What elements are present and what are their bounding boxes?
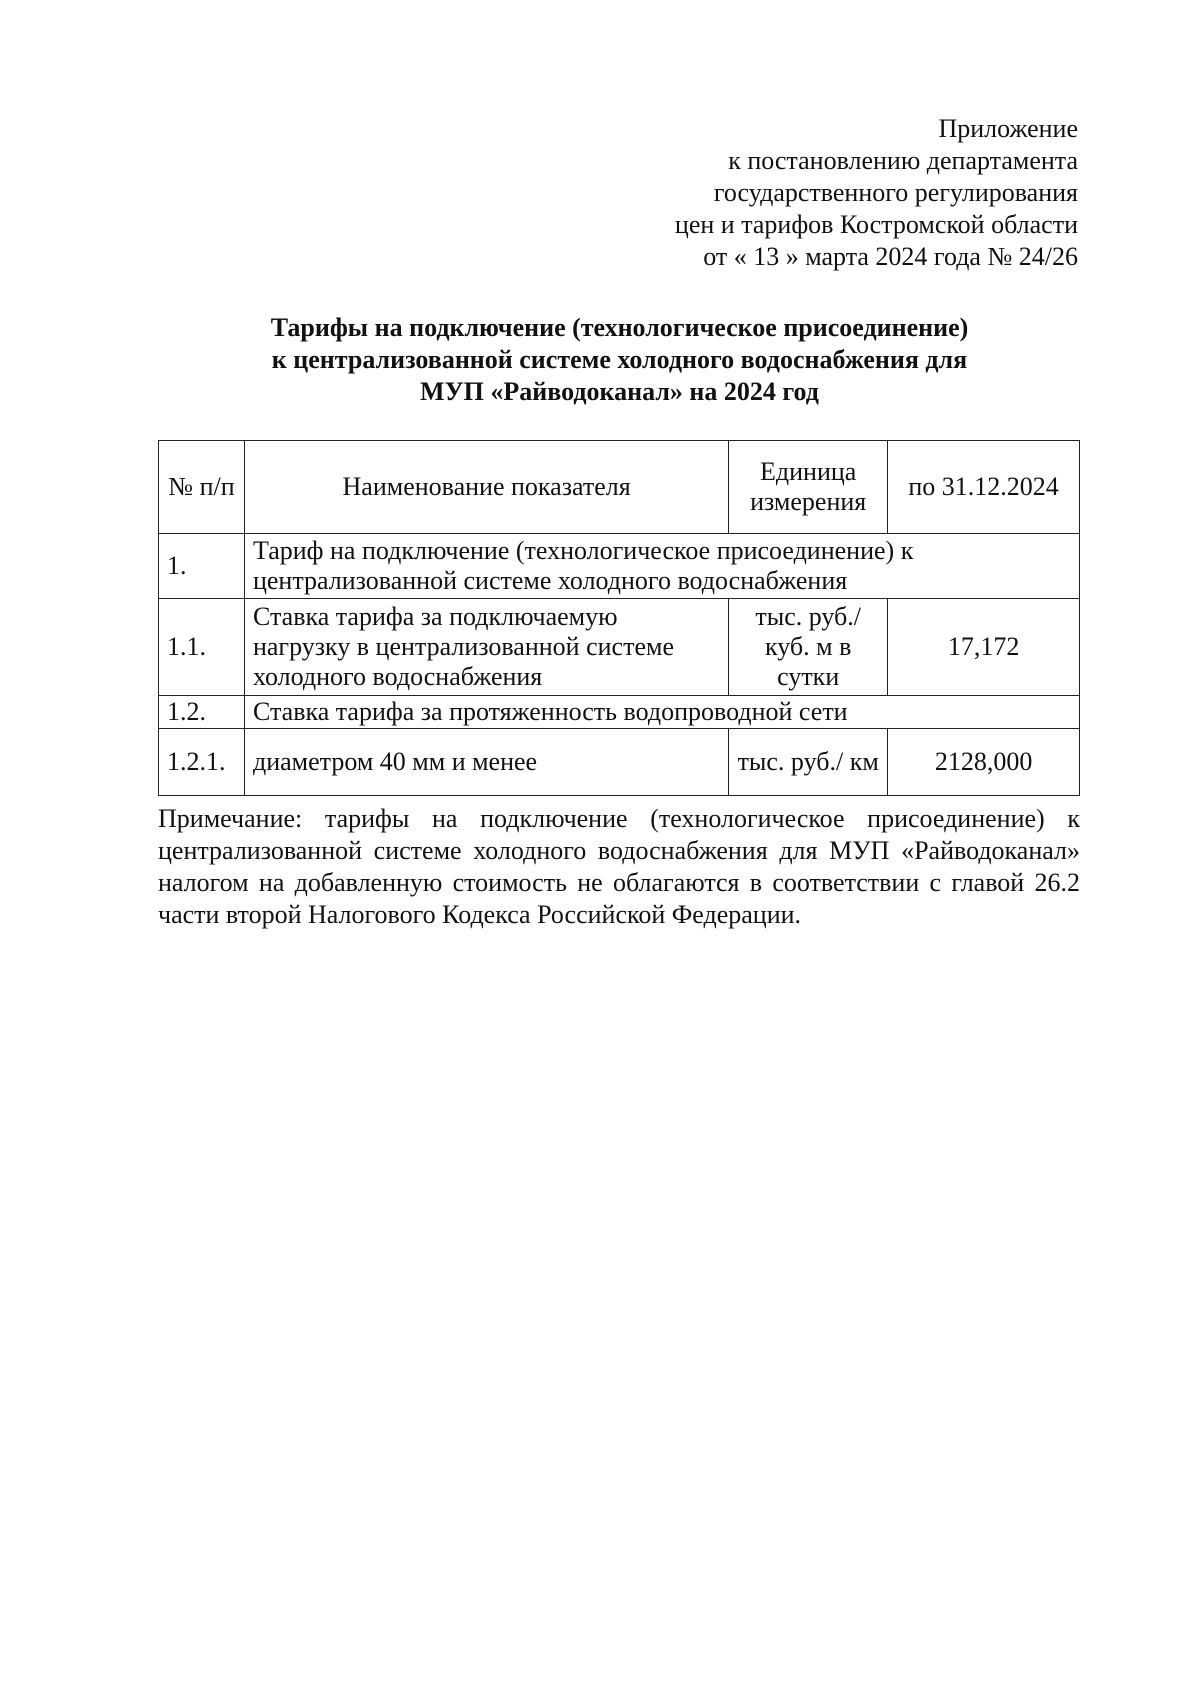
appendix-line: к постановлению департамента [728,146,1078,175]
table-row [159,696,1080,729]
table-header-row [159,441,1080,534]
tariffs-table [158,440,1080,796]
row-num: 1.2.1. [159,729,245,796]
row-unit: тыс. руб./ куб. м в сутки [729,599,888,696]
table-row [159,599,1080,696]
appendix-line: государственного регулирования [713,178,1078,207]
title-line: МУП «Райводоканал» на 2024 год [420,377,819,406]
row-name: диаметром 40 мм и менее [244,729,728,796]
table-row [159,534,1080,599]
row-name: Ставка тарифа за протяженность водопроводной сети [244,696,1079,729]
row-unit: тыс. руб./ км [729,729,888,796]
header-value: по 31.12.2024 [888,441,1080,534]
appendix-line: от « 13 » марта 2024 года № 24/26 [703,242,1078,271]
row-value: 17,172 [888,599,1080,696]
table-row [159,729,1080,796]
row-num: 1.1. [159,599,245,696]
header-name: Наименование показателя [244,441,728,534]
appendix-line: цен и тарифов Костромской области [674,210,1078,239]
row-name: Ставка тарифа за подключаемую нагрузку в централизованной системе холодного водоснабжения [244,599,728,696]
note-paragraph: Примечание: тарифы на подключение (технологическое присоединение) к централизованной системе холодного водоснабжения для МУП «Райводоканал» налогом на добавленную стоимость не облагаются в соответствии с главой 26.2 части второй Налогового Кодекса Российской Федерации. [158,804,1080,929]
appendix-block [675,113,1078,273]
row-num: 1. [159,534,245,599]
title-line: к централизованной системе холодного водоснабжения для [271,345,968,374]
appendix-line: Приложение [938,114,1078,143]
document-title [158,312,1081,408]
row-name: Тариф на подключение (технологическое присоединение) к централизованной системе холодного водоснабжения [244,534,1079,599]
header-unit: Единица измерения [729,441,888,534]
title-line: Тарифы на подключение (технологическое присоединение) [270,313,969,342]
header-num: № п/п [159,441,245,534]
row-num: 1.2. [159,696,245,729]
row-value: 2128,000 [888,729,1080,796]
